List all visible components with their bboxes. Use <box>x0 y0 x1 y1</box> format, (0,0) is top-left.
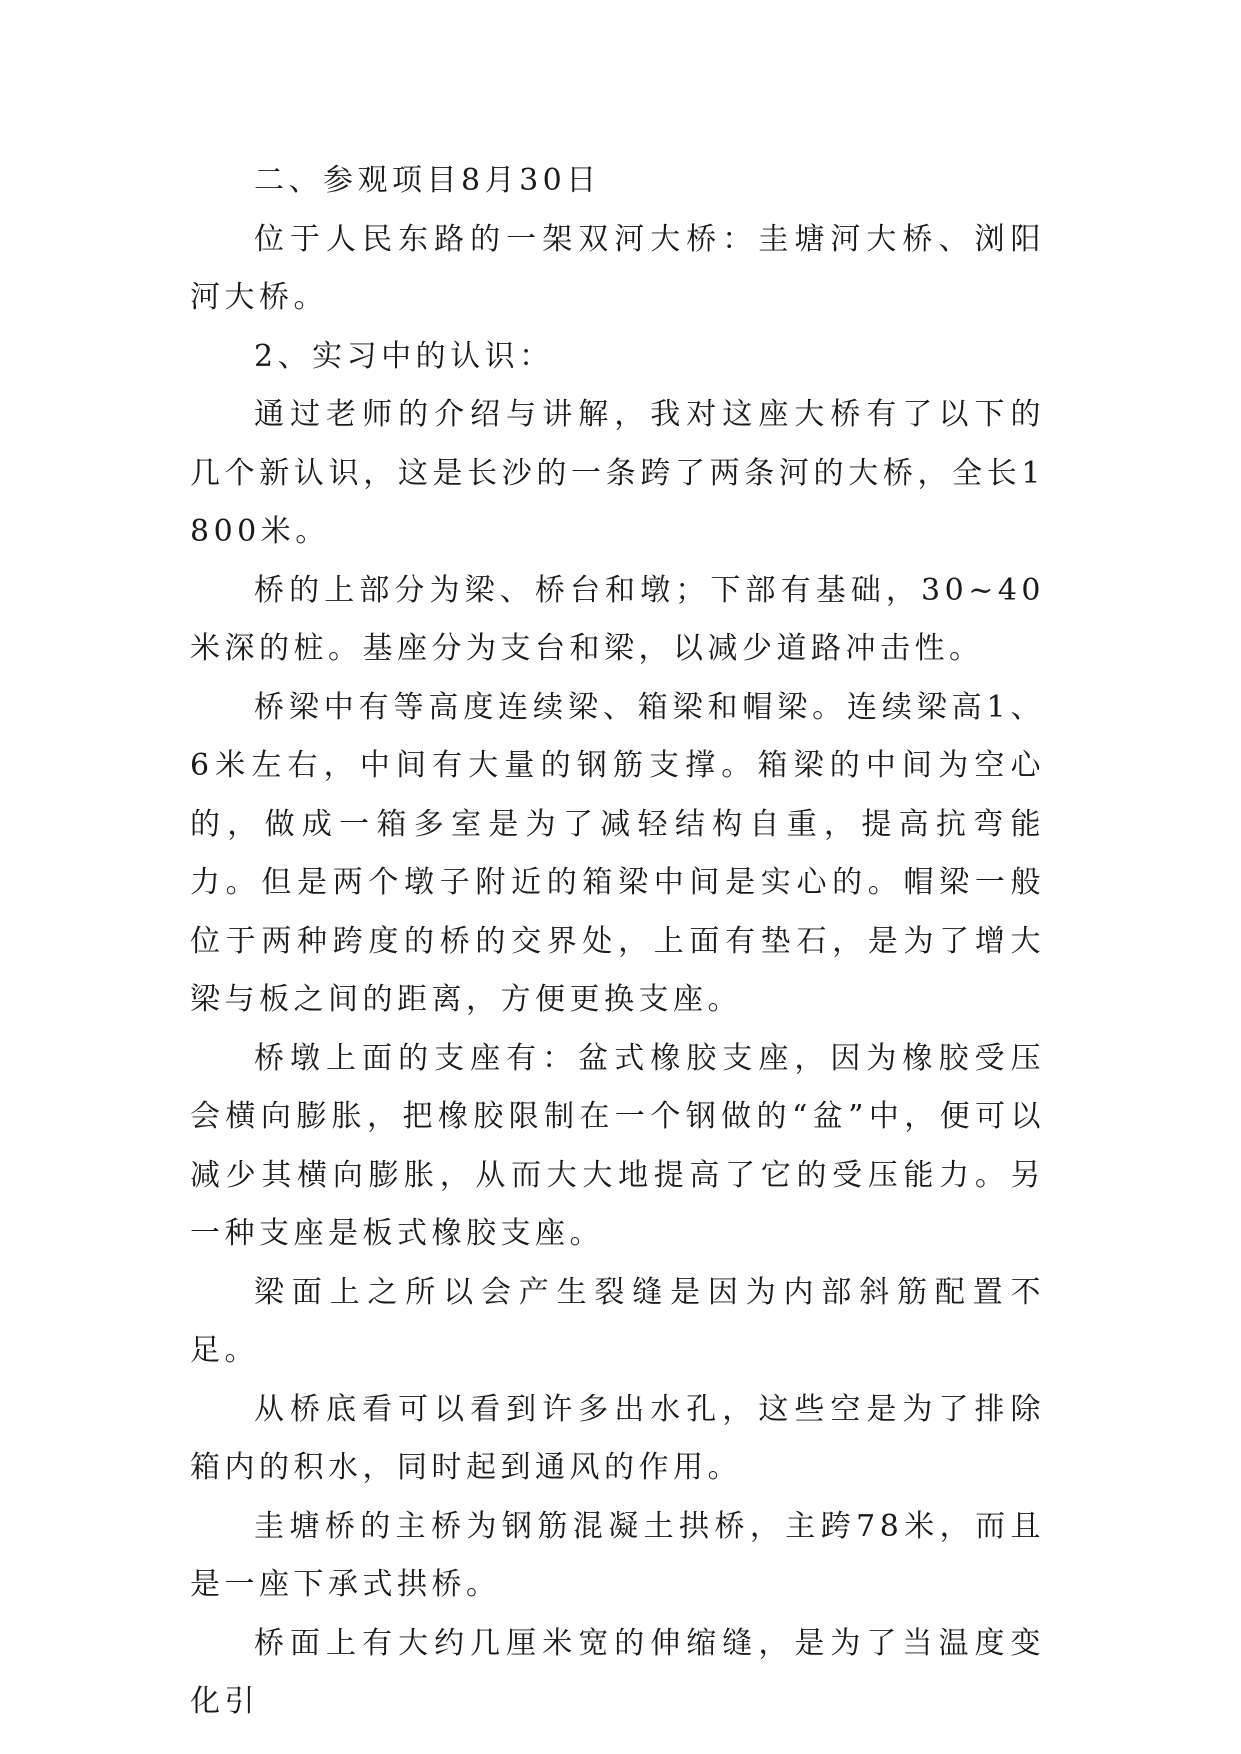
paragraph-beams: 桥梁中有等高度连续梁、箱梁和帽梁。连续梁高1、6米左右，中间有大量的钢筋支撑。箱梁的中间为空心的，做成一箱多室是为了减轻结构自重，提高抗弯能力。但是两个墩子附近的箱梁中间是实心的。帽梁一般位于两种跨度的桥的交界处，上面有垫石，是为了增大梁与板之间的距离，方便更换支座。 <box>190 689 1045 1017</box>
document-body <box>190 152 1045 1732</box>
paragraph-new-understanding: 通过老师的介绍与讲解，我对这座大桥有了以下的几个新认识，这是长沙的一条跨了两条河的大桥，全长1800米。 <box>190 397 1045 549</box>
paragraph-drain-holes: 从桥底看可以看到许多出水孔，这些空是为了排除箱内的积水，同时起到通风的作用。 <box>190 1391 1045 1485</box>
paragraph-bearings: 桥墩上面的支座有：盆式橡胶支座，因为橡胶受压会横向膨胀，把橡胶限制在一个钢做的“盆”中，便可以减少其横向膨胀，从而大大地提高了它的受压能力。另一种支座是板式橡胶支座。 <box>190 1040 1045 1251</box>
paragraph-main-bridge: 圭塘桥的主桥为钢筋混凝土拱桥，主跨78米，而且是一座下承式拱桥。 <box>190 1508 1045 1602</box>
paragraph-bridge-structure: 桥的上部分为梁、桥台和墩；下部有基础，30~40米深的桩。基座分为支台和梁，以减少道路冲击性。 <box>190 572 1045 666</box>
paragraph-visit-heading: 二、参观项目8月30日 <box>254 163 601 198</box>
paragraph-cracks: 梁面上之所以会产生裂缝是因为内部斜筋配置不足。 <box>190 1274 1045 1368</box>
paragraph-bridge-location: 位于人民东路的一架双河大桥：圭塘河大桥、浏阳河大桥。 <box>190 221 1045 315</box>
paragraph-internship-heading: 2、实习中的认识： <box>254 338 554 374</box>
paragraph-expansion-joints: 桥面上有大约几厘米宽的伸缩缝，是为了当温度变化引 <box>190 1625 1045 1719</box>
